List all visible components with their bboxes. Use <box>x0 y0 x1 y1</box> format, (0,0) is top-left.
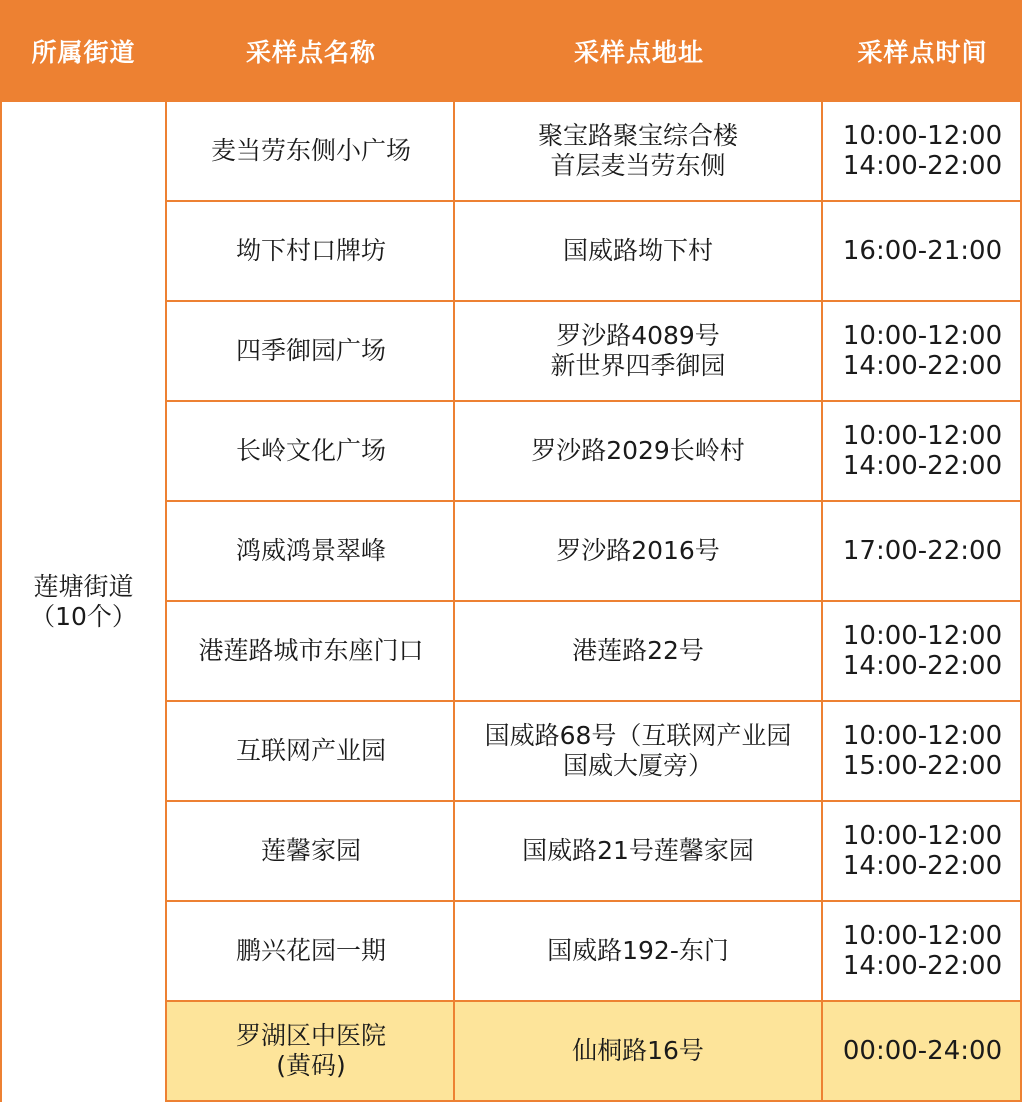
header-site-name: 采样点名称 <box>245 38 376 67</box>
header-site-time: 采样点时间 <box>857 38 988 67</box>
site-name-line: 港莲路城市东座门口 <box>198 636 424 665</box>
site-name-line: 罗湖区中医院 <box>235 1021 386 1050</box>
site-name-line: 麦当劳东侧小广场 <box>210 136 411 165</box>
site-address-cell <box>455 802 821 900</box>
site-name-line: 互联网产业园 <box>235 736 386 765</box>
site-time-line: 15:00-22:00 <box>842 751 1003 781</box>
table-row <box>167 202 1022 302</box>
header-district: 所属街道 <box>31 38 136 67</box>
site-name-line: 鹏兴花园一期 <box>235 936 386 965</box>
table-row <box>167 902 1022 1002</box>
site-time-line: 16:00-21:00 <box>842 236 1003 266</box>
table-row <box>167 602 1022 702</box>
site-name-cell <box>169 302 453 400</box>
site-address-line: 国威路68号（互联网产业园 <box>484 721 792 750</box>
column-divider-3 <box>821 102 823 1102</box>
site-address-cell <box>455 202 821 300</box>
table-body <box>0 102 1022 1102</box>
site-address-line: 罗沙路2016号 <box>556 536 720 565</box>
site-address-cell <box>455 102 821 200</box>
site-name-cell <box>169 402 453 500</box>
site-name-line: 莲馨家园 <box>260 836 361 865</box>
site-name-cell <box>169 202 453 300</box>
site-name-line: 鸿威鸿景翠峰 <box>235 536 386 565</box>
site-time-cell <box>823 902 1022 1000</box>
site-address-cell <box>455 1002 821 1100</box>
site-time-line: 10:00-12:00 <box>842 421 1003 451</box>
site-name-line: 长岭文化广场 <box>235 436 386 465</box>
site-address-cell <box>455 702 821 800</box>
site-time-cell <box>823 702 1022 800</box>
district-cell <box>0 102 167 1102</box>
site-name-cell <box>169 702 453 800</box>
table-row <box>167 1002 1022 1102</box>
site-address-line: 仙桐路16号 <box>572 1036 704 1065</box>
table-row <box>167 502 1022 602</box>
site-name-cell <box>169 102 453 200</box>
site-time-line: 14:00-22:00 <box>842 451 1003 481</box>
table-row <box>167 802 1022 902</box>
site-address-cell <box>455 302 821 400</box>
site-time-line: 14:00-22:00 <box>842 651 1003 681</box>
table-row <box>167 302 1022 402</box>
site-name-line: 坳下村口牌坊 <box>235 236 386 265</box>
site-name-cell <box>169 802 453 900</box>
site-address-line: 国威大厦旁） <box>562 751 713 780</box>
table-row <box>167 402 1022 502</box>
site-time-line: 14:00-22:00 <box>842 151 1003 181</box>
table-row <box>167 702 1022 802</box>
site-address-cell <box>455 902 821 1000</box>
site-time-line: 10:00-12:00 <box>842 921 1003 951</box>
site-name-cell <box>169 902 453 1000</box>
site-address-line: 罗沙路2029长岭村 <box>531 436 745 465</box>
site-name-cell <box>169 1002 453 1100</box>
site-address-line: 国威路192-东门 <box>547 936 729 965</box>
site-time-line: 10:00-12:00 <box>842 121 1003 151</box>
site-name-cell <box>169 602 453 700</box>
site-time-line: 10:00-12:00 <box>842 321 1003 351</box>
site-time-cell <box>823 402 1022 500</box>
site-time-cell <box>823 602 1022 700</box>
header-site-address: 采样点地址 <box>573 38 704 67</box>
site-time-cell <box>823 202 1022 300</box>
site-time-line: 10:00-12:00 <box>842 721 1003 751</box>
site-address-cell <box>455 402 821 500</box>
site-time-line: 10:00-12:00 <box>842 621 1003 651</box>
site-time-cell <box>823 502 1022 600</box>
site-address-line: 聚宝路聚宝综合楼 <box>537 121 738 150</box>
site-address-line: 国威路坳下村 <box>562 236 713 265</box>
site-address-line: 港莲路22号 <box>572 636 704 665</box>
district-count: （10个） <box>30 602 137 631</box>
site-time-cell <box>823 102 1022 200</box>
column-divider-2 <box>453 102 455 1102</box>
site-time-line: 10:00-12:00 <box>842 821 1003 851</box>
site-address-line: 罗沙路4089号 <box>556 321 720 350</box>
site-time-cell <box>823 302 1022 400</box>
column-divider-1 <box>165 102 167 1102</box>
district-name: 莲塘街道 <box>33 572 134 601</box>
site-time-line: 17:00-22:00 <box>842 536 1003 566</box>
site-time-cell <box>823 802 1022 900</box>
site-time-line: 14:00-22:00 <box>842 851 1003 881</box>
site-address-cell <box>455 502 821 600</box>
site-name-line: 四季御园广场 <box>235 336 386 365</box>
site-address-line: 首层麦当劳东侧 <box>550 151 726 180</box>
table-header <box>0 0 1022 102</box>
site-time-line: 14:00-22:00 <box>842 351 1003 381</box>
site-address-line: 新世界四季御园 <box>550 351 726 380</box>
site-name-line: (黄码) <box>276 1051 346 1080</box>
table-row <box>167 102 1022 202</box>
site-time-line: 14:00-22:00 <box>842 951 1003 981</box>
site-address-cell <box>455 602 821 700</box>
border-left <box>0 102 2 1102</box>
site-address-line: 国威路21号莲馨家园 <box>522 836 754 865</box>
site-time-cell <box>823 1002 1022 1100</box>
site-time-line: 00:00-24:00 <box>842 1036 1003 1066</box>
site-name-cell <box>169 502 453 600</box>
